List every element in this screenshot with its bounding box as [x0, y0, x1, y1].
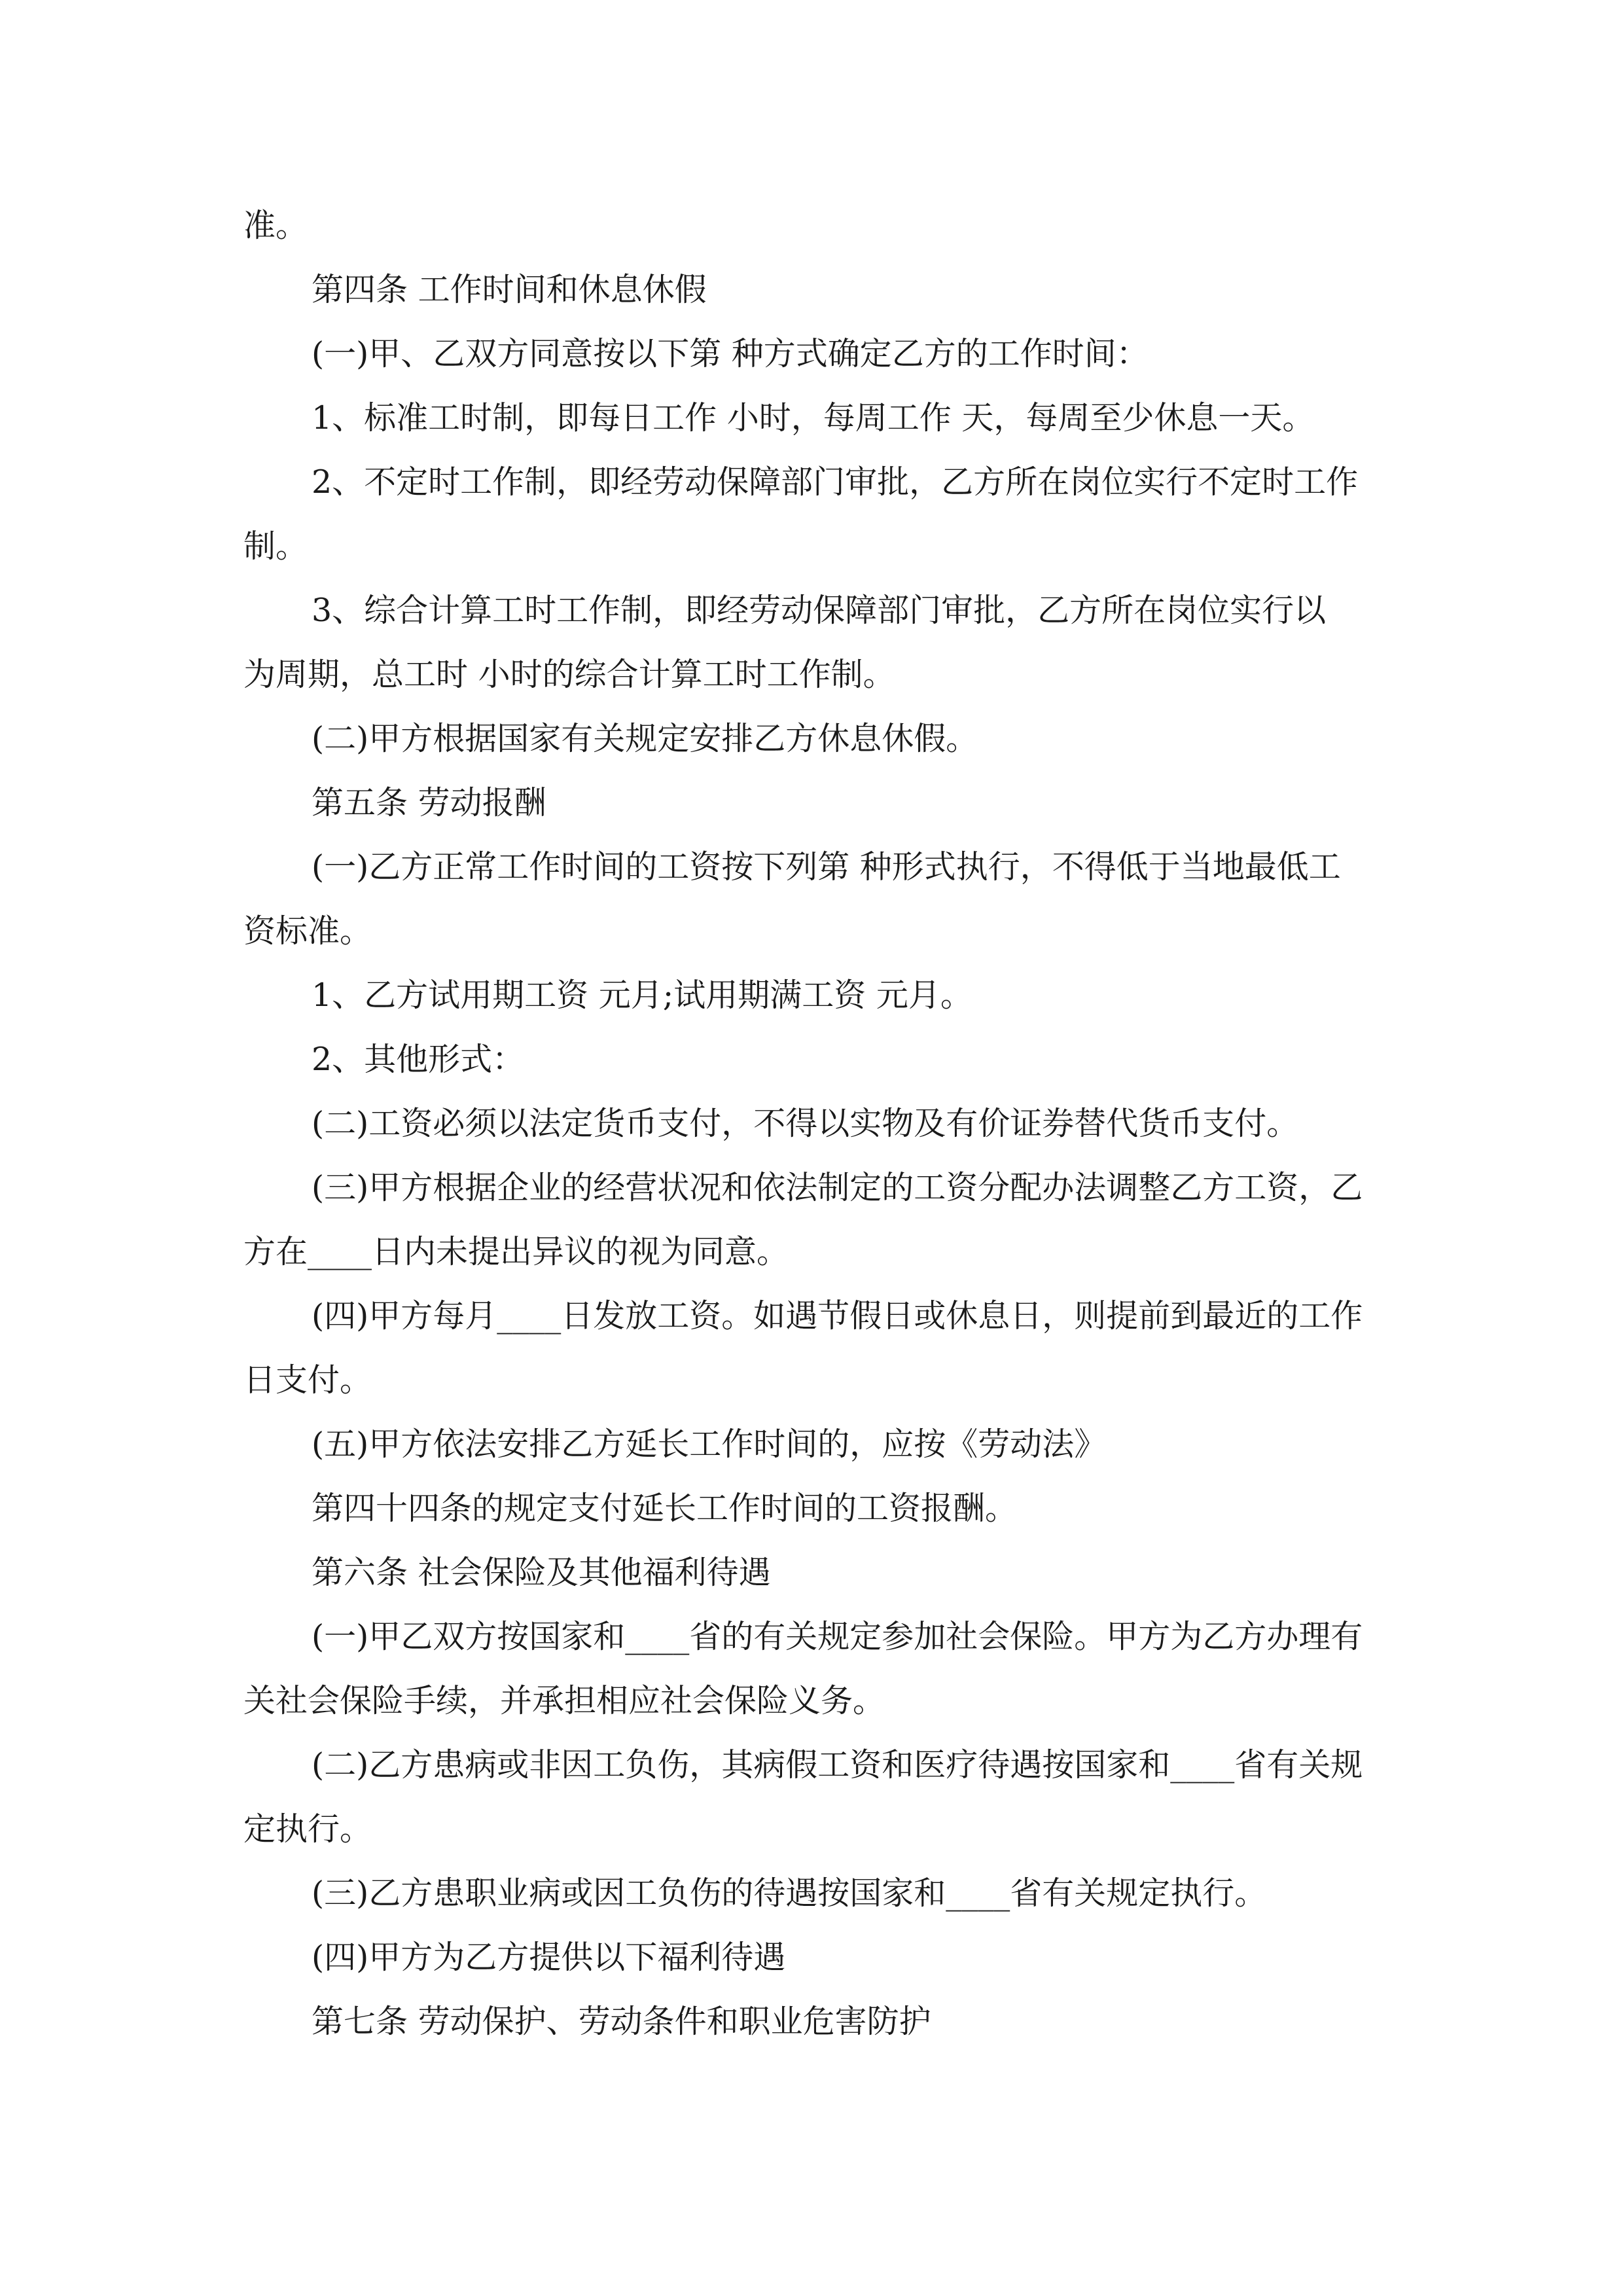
text-line: 资标准。 — [243, 912, 372, 950]
article-heading: 第六条 社会保险及其他福利待遇 — [312, 1554, 771, 1591]
text-line: (一)乙方正常工作时间的工资按下列第 种形式执行，不得低于当地最低工 — [312, 848, 1341, 886]
text-line: 方在____日内未提出异议的视为同意。 — [243, 1233, 789, 1270]
text-line: (一)甲乙双方按国家和____省的有关规定参加社会保险。甲方为乙方办理有 — [312, 1618, 1363, 1655]
article-heading: 第四条 工作时间和休息休假 — [312, 271, 707, 308]
text-line: 定执行。 — [243, 1810, 372, 1848]
article-heading: 第七条 劳动保护、劳动条件和职业危害防护 — [312, 2003, 931, 2040]
text-line: (三)甲方根据企业的经营状况和依法制定的工资分配办法调整乙方工资，乙 — [312, 1169, 1363, 1206]
text-line: 2、其他形式： — [312, 1041, 525, 1078]
text-line: (一)甲、乙双方同意按以下第 种方式确定乙方的工作时间： — [312, 335, 1149, 372]
text-line: (二)甲方根据国家有关规定安排乙方休息休假。 — [312, 720, 978, 757]
text-line: (二)工资必须以法定货币支付，不得以实物及有价证券替代货币支付。 — [312, 1105, 1299, 1142]
text-line: (三)乙方患职业病或因工负伤的待遇按国家和____省有关规定执行。 — [312, 1874, 1267, 1912]
document-body — [243, 194, 1380, 2054]
text-line: 准。 — [243, 207, 308, 244]
text-line: 1、乙方试用期工资 元月;试用期满工资 元月。 — [312, 977, 972, 1014]
text-line: 关社会保险手续，并承担相应社会保险义务。 — [243, 1682, 885, 1719]
text-line: 为周期，总工时 小时的综合计算工时工作制。 — [243, 656, 895, 693]
text-line: (五)甲方依法安排乙方延长工作时间的，应按《劳动法》 — [312, 1426, 1107, 1463]
text-line: (四)甲方每月____日发放工资。如遇节假日或休息日，则提前到最近的工作 — [312, 1297, 1363, 1335]
text-line: 制。 — [243, 528, 308, 565]
article-heading: 第五条 劳动报酬 — [312, 784, 546, 821]
text-line: 第四十四条的规定支付延长工作时间的工资报酬。 — [312, 1490, 1018, 1527]
text-line: (四)甲方为乙方提供以下福利待遇 — [312, 1939, 786, 1976]
text-line: 2、不定时工作制，即经劳动保障部门审批，乙方所在岗位实行不定时工作 — [312, 463, 1359, 501]
text-line: 3、综合计算工时工作制，即经劳动保障部门审批，乙方所在岗位实行以 — [312, 592, 1327, 629]
text-line: (二)乙方患病或非因工负伤，其病假工资和医疗待遇按国家和____省有关规 — [312, 1746, 1363, 1784]
text-line: 1、标准工时制，即每日工作 小时，每周工作 天，每周至少休息一天。 — [312, 399, 1315, 437]
text-line: 日支付。 — [243, 1361, 372, 1399]
